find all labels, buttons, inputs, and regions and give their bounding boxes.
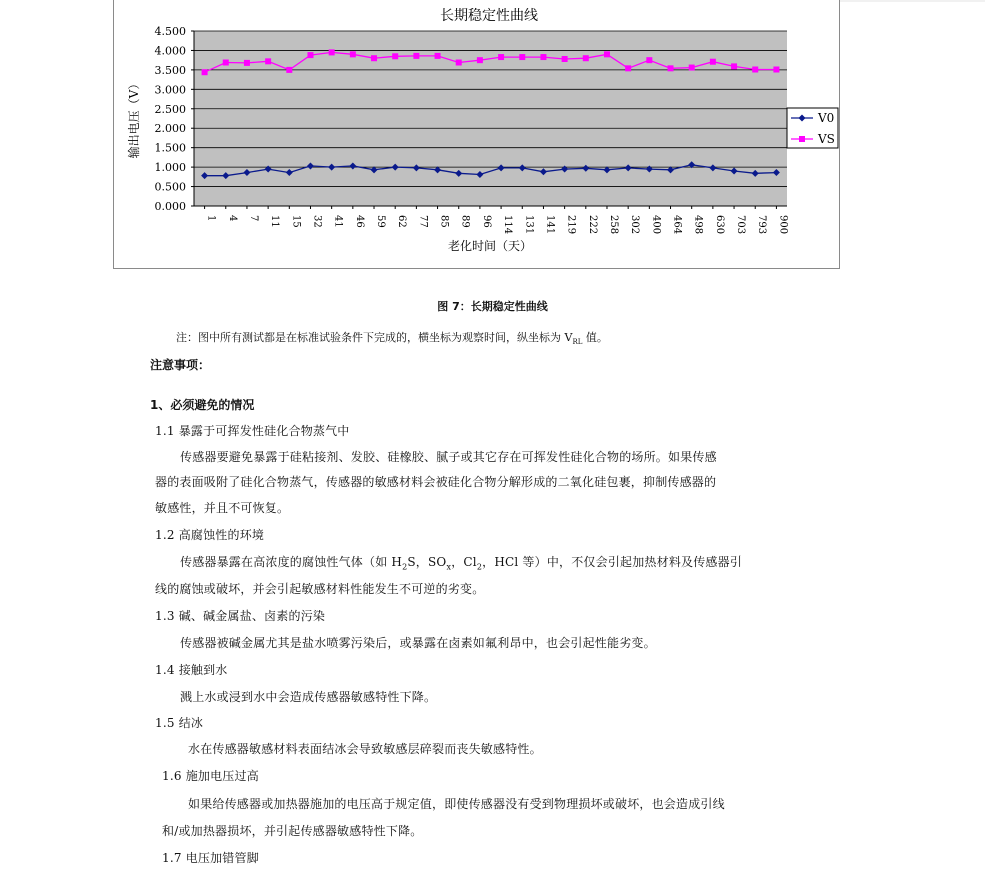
paragraph-line: 如果给传感器或加热器施加的电压高于规定值，即使传感器没有受到物理损坏或破坏，也会造成引线	[188, 797, 725, 811]
section-1-heading: 1、必须避免的情况	[150, 398, 255, 412]
x-tick-label: 4	[226, 215, 238, 222]
y-tick-label: 1.500	[154, 141, 186, 155]
data-point-vs	[456, 60, 462, 66]
x-axis-label: 老化时间（天）	[447, 239, 533, 253]
top-edge-strip	[838, 0, 985, 2]
legend-label-vs: VS	[818, 132, 835, 146]
subsection-1-3-title: 1.3 碱、碱金属盐、卤素的污染	[155, 609, 326, 623]
chart-title: 长期稳定性曲线	[440, 8, 538, 24]
paragraph-line: 器的表面吸附了硅化合物蒸气，传感器的敏感材料会被硅化合物分解形成的二氧化硅包裹，抑制传感器的	[155, 475, 717, 489]
paragraph-line: 传感器要避免暴露于硅粘接剂、发胶、硅橡胶、腻子或其它存在可挥发性硅化合物的场所。如果传感	[180, 450, 717, 464]
data-point-vs	[519, 54, 525, 60]
chart-legend	[787, 108, 838, 148]
subsection-1-2-title: 1.2 高腐蚀性的环境	[155, 528, 265, 542]
y-tick-label: 1.000	[154, 161, 186, 175]
x-tick-label: 703	[735, 215, 747, 235]
data-point-vs	[498, 54, 504, 60]
subsection-1-5-title: 1.5 结冰	[155, 716, 204, 730]
x-tick-label: 32	[311, 215, 323, 228]
x-tick-label: 1	[205, 215, 217, 222]
subsection-1-1-title: 1.1 暴露于可挥发性硅化合物蒸气中	[155, 424, 350, 438]
data-point-vs	[752, 67, 758, 73]
data-point-vs	[413, 53, 419, 59]
data-point-vs	[562, 56, 568, 62]
x-tick-label: 114	[502, 215, 514, 235]
x-tick-label: 96	[480, 215, 492, 228]
y-tick-label: 3.000	[154, 83, 186, 97]
x-tick-label: 41	[332, 215, 344, 228]
data-point-vs	[540, 54, 546, 60]
x-tick-label: 141	[544, 215, 556, 235]
y-tick-label: 0.500	[154, 180, 186, 194]
data-point-vs	[731, 63, 737, 69]
data-point-vs	[350, 51, 356, 57]
x-tick-label: 400	[650, 215, 662, 235]
notes-heading: 注意事项：	[150, 358, 211, 372]
x-tick-label: 15	[290, 215, 302, 228]
data-point-vs	[286, 67, 292, 73]
y-tick-label: 4.000	[154, 44, 186, 58]
data-point-vs	[371, 55, 377, 61]
data-point-vs	[625, 65, 631, 71]
data-point-vs	[244, 60, 250, 66]
data-point-vs	[329, 49, 335, 55]
data-point-vs	[307, 52, 313, 58]
data-point-vs	[223, 60, 229, 66]
data-point-vs	[477, 57, 483, 63]
data-point-vs	[392, 53, 398, 59]
x-tick-label: 222	[586, 215, 598, 235]
y-tick-label: 3.500	[154, 63, 186, 77]
data-point-vs	[689, 65, 695, 71]
y-tick-label: 2.500	[154, 102, 186, 116]
y-tick-label: 2.000	[154, 122, 186, 136]
data-point-vs	[604, 51, 610, 57]
x-tick-label: 302	[629, 215, 641, 235]
x-tick-label: 11	[269, 215, 281, 228]
legend-label-v0: V0	[818, 111, 835, 125]
x-tick-label: 85	[438, 215, 450, 228]
data-point-vs	[265, 58, 271, 64]
x-tick-label: 77	[417, 215, 429, 228]
x-tick-label: 498	[692, 215, 704, 235]
x-tick-label: 464	[671, 215, 683, 235]
subsection-1-4-title: 1.4 接触到水	[155, 663, 228, 677]
paragraph-line: 和/或加热器损坏，并引起传感器敏感特性下降。	[162, 824, 423, 838]
data-point-vs	[583, 55, 589, 61]
data-point-vs	[668, 65, 674, 71]
x-tick-label: 62	[396, 215, 408, 228]
paragraph-line: 水在传感器敏感材料表面结冰会导致敏感层碎裂而丧失敏感特性。	[188, 742, 542, 756]
x-tick-label: 630	[713, 215, 725, 235]
figure-caption: 图 7：长期稳定性曲线	[437, 300, 548, 313]
x-tick-label: 7	[247, 215, 259, 222]
x-tick-label: 89	[459, 215, 471, 228]
subsection-1-6-title: 1.6 施加电压过高	[162, 769, 259, 783]
y-tick-label: 4.500	[154, 25, 186, 38]
paragraph-line: 敏感性，并且不可恢复。	[155, 501, 290, 515]
data-point-vs	[202, 69, 208, 75]
paragraph-line: 线的腐蚀或破坏，并会引起敏感材料性能发生不可逆的劣变。	[155, 582, 485, 596]
x-tick-label: 258	[607, 215, 619, 235]
x-tick-label: 219	[565, 215, 577, 235]
x-tick-label: 46	[353, 215, 365, 228]
x-tick-label: 900	[777, 215, 789, 235]
x-tick-label: 59	[375, 215, 387, 228]
legend-marker-vs	[799, 136, 805, 142]
data-point-vs	[710, 59, 716, 65]
y-axis-label: 输出电压（V）	[127, 77, 141, 159]
x-tick-label: 131	[523, 215, 535, 235]
y-tick-label: 0.000	[154, 200, 186, 213]
x-tick-label: 793	[756, 215, 768, 235]
paragraph-line: 传感器暴露在高浓度的腐蚀性气体（如 $H_2S$，$SO_x$，$Cl_2$，HCl 等）中，不仅会引起加热材料及传感器引	[180, 555, 743, 572]
subsection-1-7-title: 1.7 电压加错管脚	[162, 851, 259, 865]
paragraph-line: 传感器被碱金属尤其是盐水喷雾污染后，或暴露在卤素如氟利昂中，也会引起性能劣变。	[180, 636, 656, 650]
paragraph-line: 溅上水或浸到水中会造成传感器敏感特性下降。	[180, 690, 437, 704]
data-point-vs	[646, 57, 652, 63]
plot-area	[194, 31, 787, 206]
chart-svg	[114, 0, 839, 268]
stability-chart	[113, 0, 840, 269]
figure-note: 注：图中所有测试都是在标准试验条件下完成的，横坐标为观察时间，纵坐标为 $V_{RL}$ 值。	[176, 331, 608, 347]
data-point-vs	[773, 67, 779, 73]
data-point-vs	[435, 53, 441, 59]
